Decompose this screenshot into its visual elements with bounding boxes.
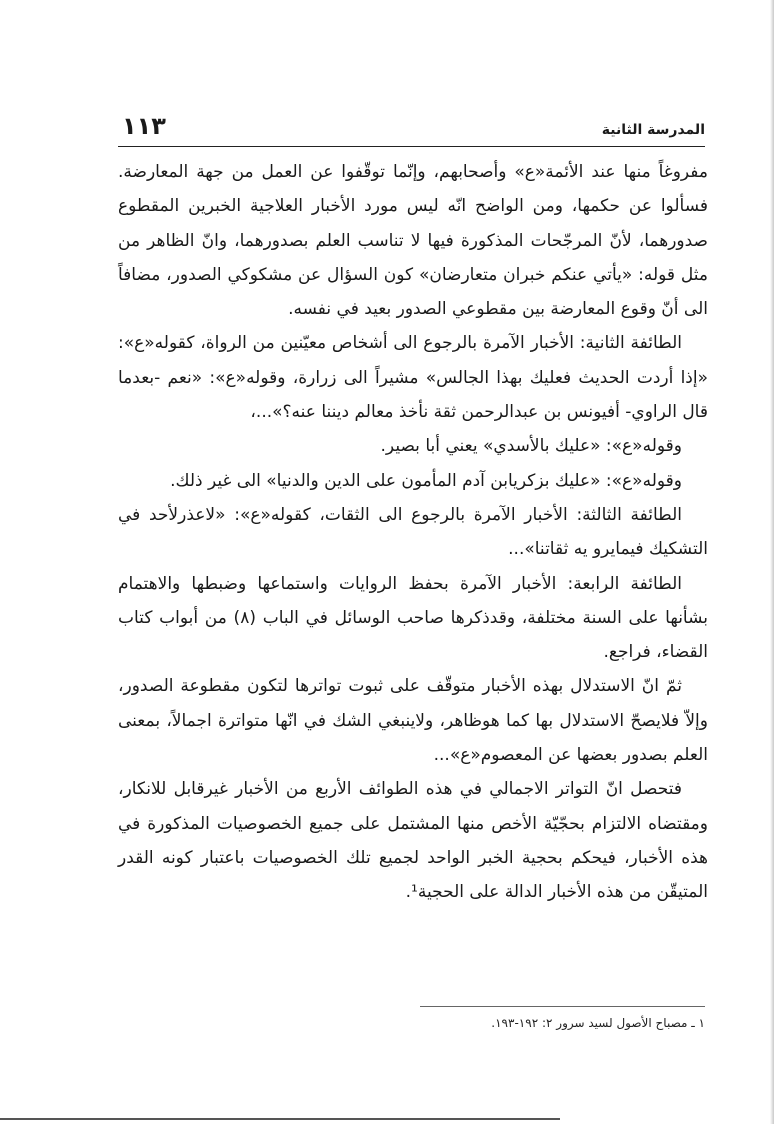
scan-bottom-line	[0, 1118, 560, 1120]
footnote: ١ ـ مصباح الأصول لسيد سرور ٢: ١٩٢-١٩٣.	[491, 1016, 705, 1030]
body-text	[118, 155, 708, 910]
paragraph: مفروغاً منها عند الأئمة«ع» وأصحابهم، وإنّما توقّفوا عن العمل من جهة المعارضة. فسألوا عن حكمها، ومن الواضح انّه ليس مورد الأخبار العلاجية الخبرين المقطوع صدورهما، لأنّ المرجّحات المذكورة فيها لا تناسب العلم بصدورهما، وانّ الظاهر من مثل قوله: «يأتي عنكم خبران متعارضان» كون السؤال عن مشكوكي الصدور، مضافاً الى أنّ وقوع المعارضة بين مقطوعي الصدور بعيد في نفسه.	[118, 162, 708, 320]
section-title: المدرسة الثانية	[601, 122, 705, 138]
paragraph: فتحصل انّ التواتر الاجمالي في هذه الطوائف الأربع من الأخبار غيرقابل للانكار، ومقتضاه الالتزام بحجّيّة الأخص منها المشتمل على جميع الخصوصيات المذكورة في هذه الأخبار، فيحكم بحجية الخبر الواحد لجميع تلك الخصوصيات باعتبار كونه القدر المتيقّن من هذه الأخبار الدالة على الحجية¹.	[118, 779, 708, 903]
footnote-divider	[420, 1006, 705, 1007]
paragraph: الطائفة الثانية: الأخبار الآمرة بالرجوع الى أشخاص معيّنين من الرواة، كقوله«ع»: «إذا أردت الحديث فعليك بهذا الجالس» مشيراً الى زرارة، وقوله«ع»: «نعم -بعدما قال الراوي- أفيونس بن عبدالرحمن ثقة نأخذ معالم ديننا عنه؟»...،	[118, 333, 708, 423]
paragraph: ثمّ انّ الاستدلال بهذه الأخبار متوقّف على ثبوت تواترها لتكون مقطوعة الصدور، وإلاّ فلايصحّ الاستدلال بها كما هوظاهر، ولاينبغي الشك في انّها متواترة اجمالاً، بمعنى العلم بصدور بعضها عن المعصوم«ع»...	[118, 676, 708, 766]
page-number: ١١٣	[122, 112, 166, 140]
page-header	[118, 112, 705, 147]
paragraph: وقوله«ع»: «عليك بالأسدي» يعني أبا بصير.	[380, 436, 682, 457]
scan-edge-shadow	[770, 0, 774, 1124]
paragraph: وقوله«ع»: «عليك بزكريابن آدم المأمون على الدين والدنيا» الى غير ذلك.	[170, 470, 682, 491]
paragraph: الطائفة الرابعة: الأخبار الآمرة بحفظ الروايات واستماعها وضبطها والاهتمام بشأنها على السنة مختلفة، وقدذكرها صاحب الوسائل في الباب (٨) من أبواب كتاب القضاء، فراجع.	[118, 573, 709, 663]
paragraph: الطائفة الثالثة: الأخبار الآمرة بالرجوع الى الثقات، كقوله«ع»: «لاعذرلأحد في التشكيك فيمايرو يه ثقاتنا»...	[118, 504, 708, 560]
